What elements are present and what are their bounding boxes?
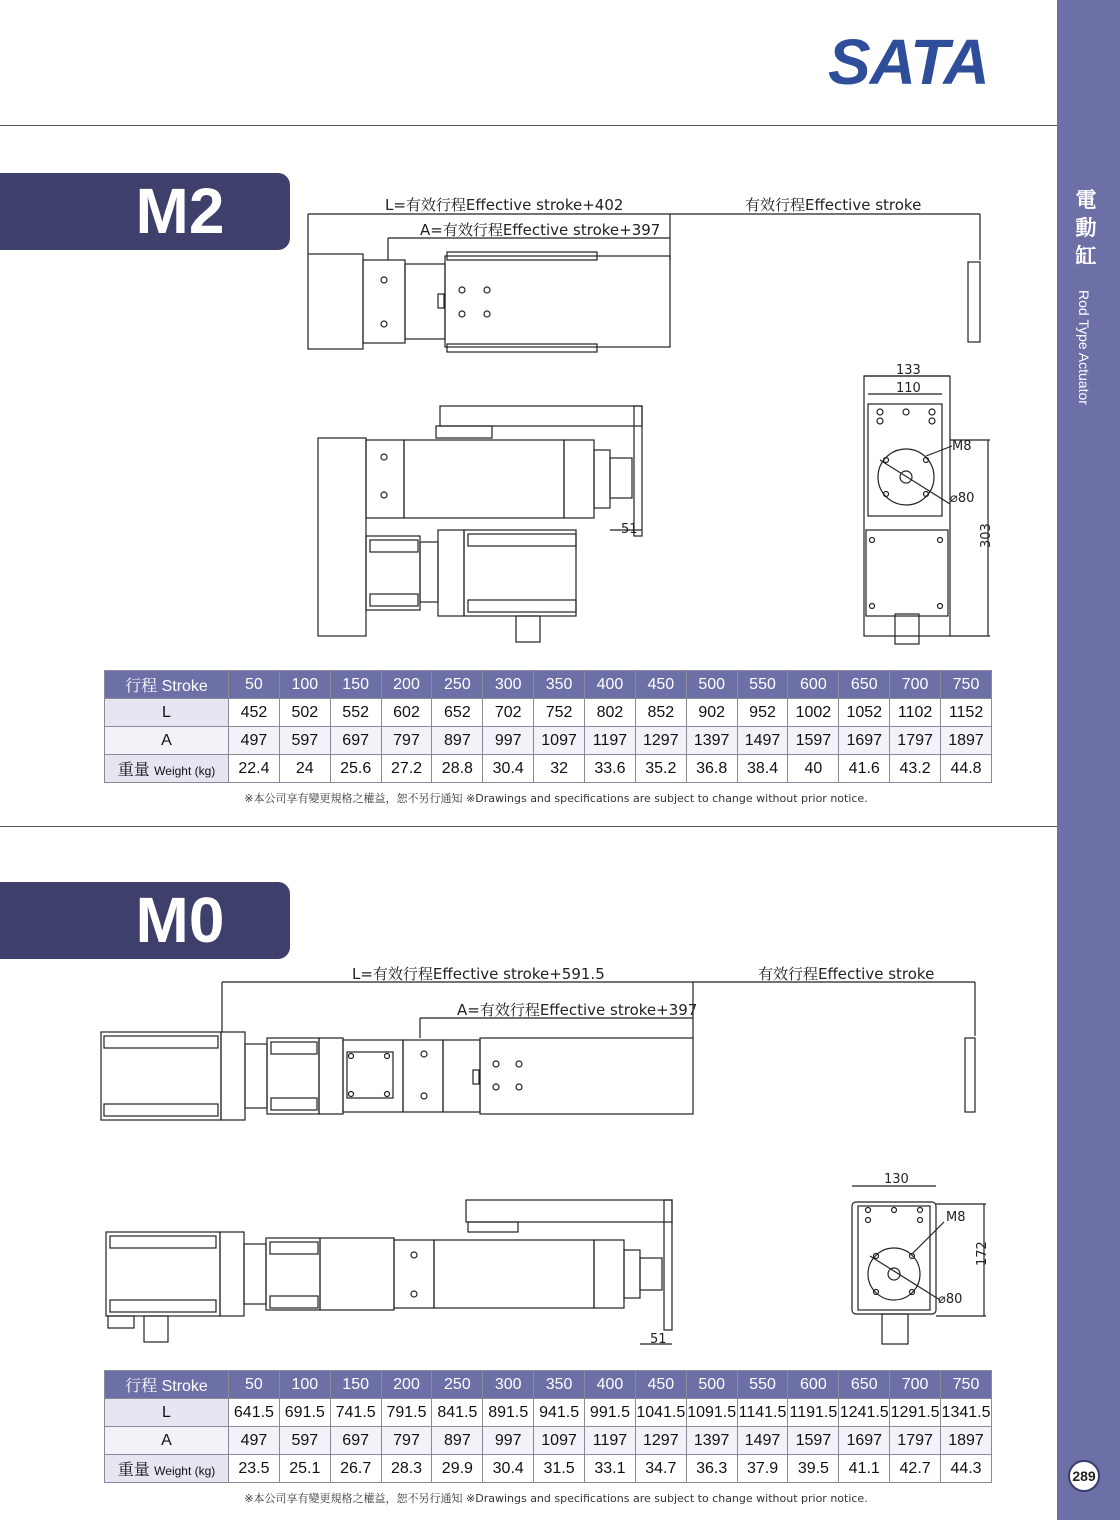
table-cell: 597 [279, 727, 330, 755]
table-cell: 25.6 [330, 755, 381, 783]
table-cell: 44.3 [941, 1455, 992, 1483]
table-cell: 1091.5 [686, 1399, 737, 1427]
dim-m0-172: 172 [975, 1241, 990, 1266]
stroke-550: 550 [737, 671, 788, 699]
table-cell: 1697 [839, 1427, 890, 1455]
table-row [105, 1455, 992, 1483]
stroke-600: 600 [788, 1371, 839, 1399]
spec-table-m0 [104, 1370, 992, 1483]
stroke-150: 150 [330, 671, 381, 699]
table-cell: 33.1 [585, 1455, 636, 1483]
table-cell: 897 [432, 1427, 483, 1455]
dim-m2-303: 303 [979, 523, 994, 548]
table-cell: 38.4 [737, 755, 788, 783]
stroke-250: 250 [432, 671, 483, 699]
table-cell: 697 [330, 727, 381, 755]
table-cell: 1152 [941, 699, 992, 727]
table-cell: 1097 [534, 1427, 585, 1455]
table-cell: 997 [483, 1427, 534, 1455]
table-cell: 30.4 [483, 755, 534, 783]
row-label-L: L [105, 1399, 229, 1427]
header-stroke: 行程 Stroke [105, 1371, 229, 1399]
table-cell: 841.5 [432, 1399, 483, 1427]
table-cell: 1897 [941, 1427, 992, 1455]
stroke-600: 600 [788, 671, 839, 699]
table-row [105, 1427, 992, 1455]
table-cell: 28.3 [381, 1455, 432, 1483]
stroke-450: 450 [635, 671, 686, 699]
table-cell: 1597 [788, 1427, 839, 1455]
dim-m0-A: A=有效行程Effective stroke+397 [457, 1001, 698, 1019]
stroke-50: 50 [229, 671, 280, 699]
table-cell: 40 [788, 755, 839, 783]
stroke-400: 400 [585, 1371, 636, 1399]
footnote-m2: ※本公司享有變更規格之權益，恕不另行通知 ※Drawings and specifications are subject to change without prior notice. [244, 792, 868, 805]
page-number: 289 [1068, 1460, 1100, 1492]
table-cell: 897 [432, 727, 483, 755]
dim-m2-L: L=有效行程Effective stroke+402 [385, 196, 624, 214]
stroke-100: 100 [279, 1371, 330, 1399]
row-label-weight-en: Weight (kg) [154, 764, 216, 778]
stroke-200: 200 [381, 671, 432, 699]
dim-m2-A: A=有效行程Effective stroke+397 [420, 221, 661, 239]
table-cell: 991.5 [585, 1399, 636, 1427]
table-cell: 497 [229, 1427, 280, 1455]
table-cell: 1341.5 [941, 1399, 992, 1427]
table-cell: 452 [229, 699, 280, 727]
table-cell: 1797 [890, 727, 941, 755]
stroke-150: 150 [330, 1371, 381, 1399]
table-cell: 30.4 [483, 1455, 534, 1483]
dim-m0-80: ⌀80 [938, 1292, 963, 1307]
table-cell: 502 [279, 699, 330, 727]
stroke-200: 200 [381, 1371, 432, 1399]
table-cell: 1291.5 [890, 1399, 941, 1427]
table-cell: 797 [381, 727, 432, 755]
table-cell: 891.5 [483, 1399, 534, 1427]
table-cell: 641.5 [229, 1399, 280, 1427]
header-stroke: 行程 Stroke [105, 671, 229, 699]
model-tab-m2: M2 [0, 173, 290, 250]
table-cell: 1197 [585, 1427, 636, 1455]
table-cell: 1041.5 [635, 1399, 686, 1427]
row-label-weight [105, 1455, 229, 1483]
table-cell: 702 [483, 699, 534, 727]
table-cell: 44.8 [941, 755, 992, 783]
table-row [105, 727, 992, 755]
table-cell: 697 [330, 1427, 381, 1455]
table-cell: 25.1 [279, 1455, 330, 1483]
table-cell: 26.7 [330, 1455, 381, 1483]
table-cell: 36.8 [686, 755, 737, 783]
section-divider [0, 826, 1057, 827]
table-cell: 602 [381, 699, 432, 727]
table-cell: 37.9 [737, 1455, 788, 1483]
header-divider [0, 125, 1057, 126]
table-cell: 32 [534, 755, 585, 783]
table-cell: 31.5 [534, 1455, 585, 1483]
table-cell: 39.5 [788, 1455, 839, 1483]
table-cell: 597 [279, 1427, 330, 1455]
spec-table-m2 [104, 670, 992, 783]
drawing-m2 [0, 190, 1057, 650]
table-cell: 1697 [839, 727, 890, 755]
table-cell: 41.6 [839, 755, 890, 783]
dim-m2-110: 110 [896, 381, 921, 396]
stroke-500: 500 [686, 1371, 737, 1399]
row-label-A: A [105, 1427, 229, 1455]
stroke-300: 300 [483, 1371, 534, 1399]
table-cell: 652 [432, 699, 483, 727]
stroke-750: 750 [941, 1371, 992, 1399]
stroke-500: 500 [686, 671, 737, 699]
dim-m2-80: ⌀80 [950, 491, 975, 506]
stroke-350: 350 [534, 1371, 585, 1399]
stroke-250: 250 [432, 1371, 483, 1399]
table-cell: 852 [635, 699, 686, 727]
dim-m0-130: 130 [884, 1172, 909, 1187]
table-cell: 1397 [686, 727, 737, 755]
table-cell: 952 [737, 699, 788, 727]
table-cell: 35.2 [635, 755, 686, 783]
dim-m2-51: 51 [621, 522, 638, 537]
table-cell: 797 [381, 1427, 432, 1455]
dim-m2-m8: M8 [952, 439, 972, 454]
stroke-100: 100 [279, 671, 330, 699]
dim-m0-51: 51 [650, 1332, 667, 1347]
table-cell: 1052 [839, 699, 890, 727]
table-cell: 997 [483, 727, 534, 755]
table-cell: 24 [279, 755, 330, 783]
stroke-400: 400 [585, 671, 636, 699]
table-cell: 1497 [737, 1427, 788, 1455]
table-cell: 1897 [941, 727, 992, 755]
table-cell: 23.5 [229, 1455, 280, 1483]
table-cell: 741.5 [330, 1399, 381, 1427]
table-cell: 33.6 [585, 755, 636, 783]
table-cell: 27.2 [381, 755, 432, 783]
footnote-m0: ※本公司享有變更規格之權益，恕不另行通知 ※Drawings and specifications are subject to change without prior notice. [244, 1492, 868, 1505]
table-cell: 1397 [686, 1427, 737, 1455]
table-cell: 1241.5 [839, 1399, 890, 1427]
table-cell: 1797 [890, 1427, 941, 1455]
brand-logo: SATA [828, 26, 989, 98]
table-cell: 34.7 [635, 1455, 686, 1483]
table-cell: 902 [686, 699, 737, 727]
table-cell: 1002 [788, 699, 839, 727]
table-cell: 1597 [788, 727, 839, 755]
dim-m0-stroke: 有效行程Effective stroke [758, 965, 935, 983]
stroke-50: 50 [229, 1371, 280, 1399]
stroke-350: 350 [534, 671, 585, 699]
stroke-700: 700 [890, 1371, 941, 1399]
dim-m2-stroke: 有效行程Effective stroke [745, 196, 922, 214]
row-label-weight [105, 755, 229, 783]
row-label-weight-cn: 重量 [117, 762, 150, 779]
table-row [105, 699, 992, 727]
stroke-300: 300 [483, 671, 534, 699]
table-cell: 1197 [585, 727, 636, 755]
table-cell: 1102 [890, 699, 941, 727]
table-cell: 941.5 [534, 1399, 585, 1427]
dim-m0-L: L=有效行程Effective stroke+591.5 [352, 965, 605, 983]
table-cell: 42.7 [890, 1455, 941, 1483]
stroke-550: 550 [737, 1371, 788, 1399]
table-cell: 41.1 [839, 1455, 890, 1483]
stroke-700: 700 [890, 671, 941, 699]
table-cell: 43.2 [890, 755, 941, 783]
table-cell: 29.9 [432, 1455, 483, 1483]
table-cell: 552 [330, 699, 381, 727]
drawing-m0 [0, 960, 1057, 1360]
row-label-weight-en: Weight (kg) [154, 1464, 216, 1478]
row-label-weight-cn: 重量 [117, 1462, 150, 1479]
table-cell: 497 [229, 727, 280, 755]
table-cell: 752 [534, 699, 585, 727]
table-header-row [105, 1371, 992, 1399]
row-label-A: A [105, 727, 229, 755]
table-cell: 36.3 [686, 1455, 737, 1483]
table-header-row [105, 671, 992, 699]
dim-m2-133: 133 [896, 363, 921, 378]
table-row [105, 755, 992, 783]
table-cell: 791.5 [381, 1399, 432, 1427]
table-cell: 1097 [534, 727, 585, 755]
table-cell: 1497 [737, 727, 788, 755]
table-cell: 1297 [635, 727, 686, 755]
table-cell: 802 [585, 699, 636, 727]
stroke-450: 450 [635, 1371, 686, 1399]
model-tab-m0: M0 [0, 882, 290, 959]
table-cell: 691.5 [279, 1399, 330, 1427]
stroke-650: 650 [839, 1371, 890, 1399]
table-cell: 1191.5 [788, 1399, 839, 1427]
stroke-650: 650 [839, 671, 890, 699]
table-cell: 28.8 [432, 755, 483, 783]
table-cell: 1297 [635, 1427, 686, 1455]
table-row [105, 1399, 992, 1427]
stroke-750: 750 [941, 671, 992, 699]
table-cell: 1141.5 [737, 1399, 788, 1427]
dim-m0-m8: M8 [946, 1210, 966, 1225]
table-cell: 22.4 [229, 755, 280, 783]
side-tab-cn-title: 電動缸 [1075, 188, 1097, 268]
row-label-L: L [105, 699, 229, 727]
side-tab-en-title: Rod Type Actuator [1076, 290, 1092, 405]
